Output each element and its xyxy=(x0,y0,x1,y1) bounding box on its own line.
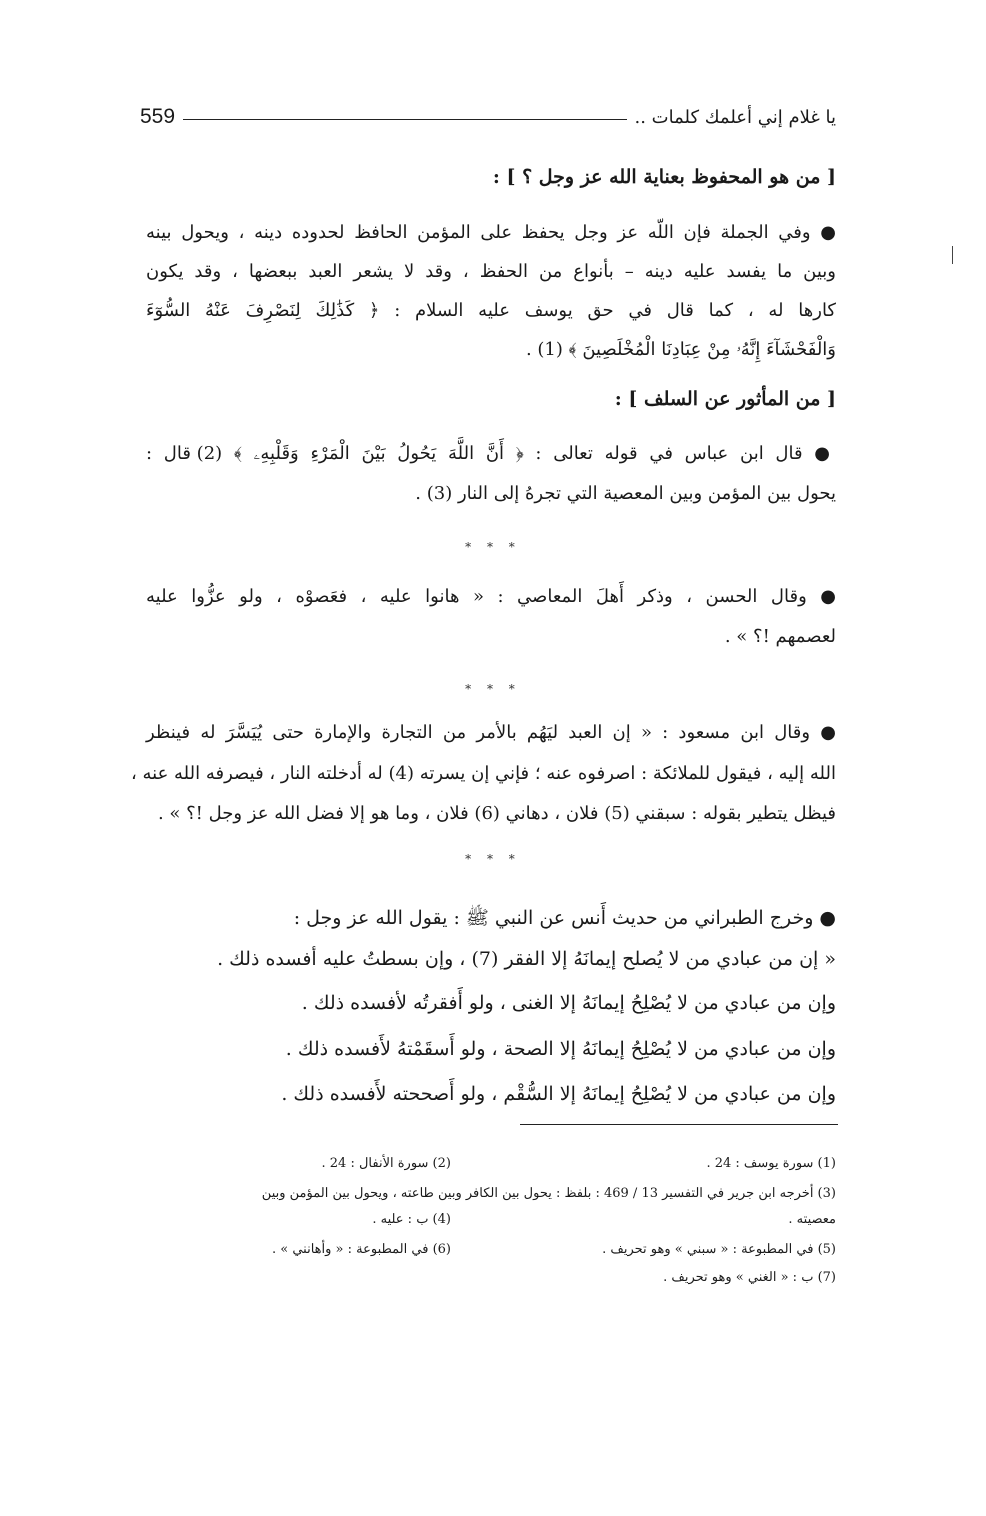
section-separator: * * * xyxy=(465,682,521,696)
hadith-line-1: « إن من عبادي من لا يُصلح إيمانَهُ إلا الفقر (7) ، وإن بسطتُ عليه أفسده ذلك . xyxy=(217,948,836,970)
footnote-3-cont: معصيته . xyxy=(788,1212,836,1227)
section-separator: * * * xyxy=(465,852,521,866)
hadith-line-4: وإن من عبادي من لا يُصْلِحُ إيمانَهُ إلا السُّقْم ، ولو أَصححته لأَفسده ذلك . xyxy=(281,1083,836,1105)
header-rule xyxy=(183,119,626,120)
paragraph-1-line-4: وَالْفَحْشَآءَ إِنَّهُۥ مِنْ عِبَادِنَا الْمُخْلَصِينَ ﴾ (1) . xyxy=(525,339,836,360)
paragraph-4-line-2: الله إليه ، فيقول للملائكة : اصرفوه عنه ؛ فإني إن يسرته (4) له أدخلته النار ، فيصرفه الله عنه ، xyxy=(130,763,836,784)
footnote-rule xyxy=(520,1124,838,1125)
footnote-7: (7) ب : « الغني » وهو تحريف . xyxy=(663,1270,836,1285)
paragraph-4-line-1: ● وقال ابن مسعود : « إن العبد ليَهُم بالأمر من التجارة والإمارة حتى يُيَسَّرَ له فينظر xyxy=(146,722,836,743)
footnote-1: (1) سورة يوسف : 24 . xyxy=(706,1156,836,1171)
section-separator: * * * xyxy=(465,540,521,554)
paragraph-4-line-3: فيظل يتطير بقوله : سبقني (5) فلان ، دهاني (6) فلان ، وما هو إلا فضل الله عز وجل !؟ » . xyxy=(157,803,836,824)
footnote-4: (4) ب : عليه . xyxy=(372,1212,451,1227)
hadith-line-2: وإن من عبادي من لا يُصْلِحُ إيمانَهُ إلا الغنى ، ولو أَفقرتُه لأفسده ذلك . xyxy=(301,992,836,1014)
paragraph-3-line-2: لعصمهم !؟ » . xyxy=(724,626,836,647)
paragraph-1-line-2: وبين ما يفسد عليه دينه – بأنواع من الحفظ ، وقد لا يشعر العبد ببعضها ، وقد يكون xyxy=(146,261,836,282)
footnote-5: (5) في المطبوعة : « سبني » وهو تحريف . xyxy=(602,1242,836,1257)
page-header xyxy=(140,100,836,134)
hadith-intro: ● وخرج الطبراني من حديث أَنس عن النبي ﷺ : يقول الله عز وجل : xyxy=(293,907,836,929)
hadith-line-3: وإن من عبادي من لا يُصْلِحُ إيمانَهُ إلا الصحة ، ولو أَسقَمْتهُ لأَفسده ذلك . xyxy=(285,1038,836,1060)
section-heading-2: [ من المأثور عن السلف ] : xyxy=(614,388,836,410)
paragraph-1-line-1: ● وفي الجملة فإن اللّه عز وجل يحفظ على المؤمن الحافظ لحدوده دينه ، ويحول بينه xyxy=(146,222,836,243)
page-number: 559 xyxy=(140,105,176,128)
running-title: يا غلام إني أعلمك كلمات .. xyxy=(634,106,836,128)
paragraph-1-line-3: كارها له ، كما قال في حق يوسف عليه السلام : ﴿ كَذَٰلِكَ لِنَصْرِفَ عَنْهُ السُّوٓءَ xyxy=(146,300,837,321)
footnote-2: (2) سورة الأنفال : 24 . xyxy=(321,1156,451,1171)
section-heading-1: [ من هو المحفوظ بعناية الله عز وجل ؟ ] : xyxy=(492,166,836,188)
footnote-6: (6) في المطبوعة : « وأهانني » . xyxy=(271,1242,451,1257)
margin-mark xyxy=(952,246,953,264)
paragraph-3-line-1: ● وقال الحسن ، وذكر أَهلَ المعاصي : « هانوا عليه ، فعَصوْه ، ولو عزُّوا عليه xyxy=(146,586,836,607)
footnote-3: (3) أخرجه ابن جرير في التفسير 13 / 469 : بلفظ : يحول بين الكافر وبين طاعته ، ويحول بين المؤمن وبين xyxy=(261,1186,836,1201)
paragraph-2-line-2: يحول بين المؤمن وبين المعصية التي تجرهُ إلى النار (3) . xyxy=(415,483,836,504)
paragraph-2-line-1: ● قال ابن عباس في قوله تعالى : ﴿ أَنَّ اللَّهَ يَحُولُ بَيْنَ الْمَرْءِ وَقَلْبِهِۦ ﴾ (2) قال : xyxy=(146,443,836,464)
